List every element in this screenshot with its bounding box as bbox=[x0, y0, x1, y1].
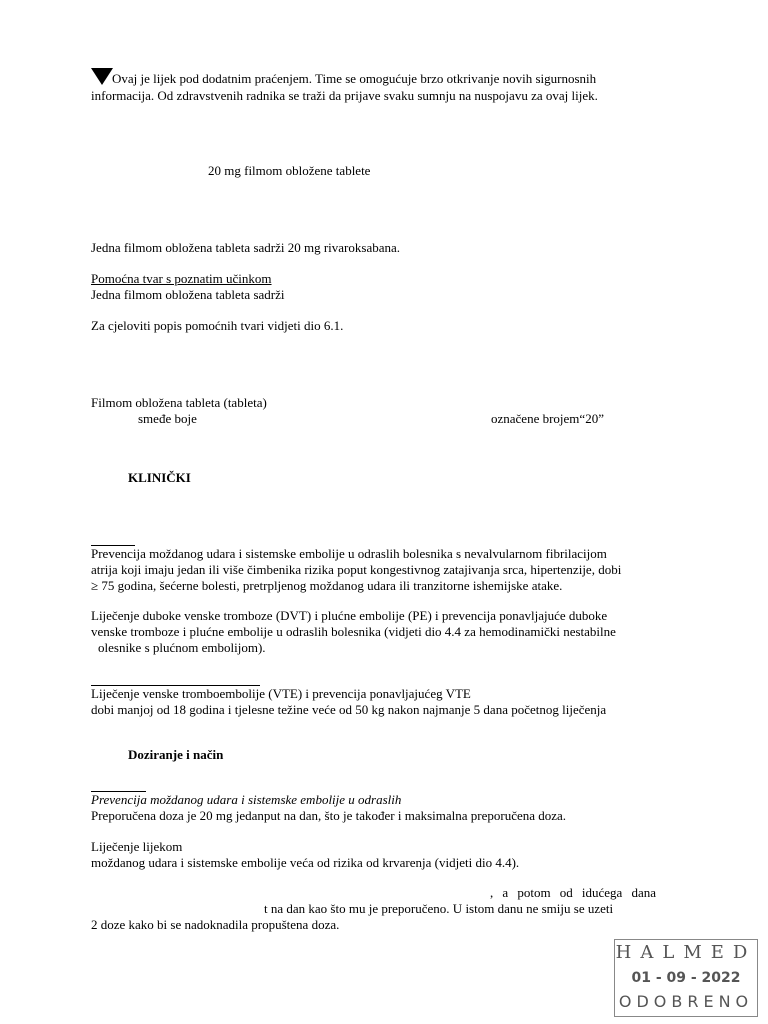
notice-line-2: informacija. Od zdravstvenih radnika se traži da prijave svaku sumnju na nuspojavu za ovaj lijek. bbox=[91, 88, 598, 103]
excipient-heading: Pomoćna tvar s poznatim učinkom bbox=[91, 271, 272, 286]
excipient-full-list: Za cjeloviti popis pomoćnih tvari vidjeti dio 6.1. bbox=[91, 318, 344, 333]
form-marking: označene brojem“20” bbox=[491, 411, 604, 426]
form-line-1: Filmom obložena tableta (tableta) bbox=[91, 395, 267, 410]
stamp-status: ODOBRENO bbox=[618, 992, 754, 1011]
section-4-heading: KLINIČKI bbox=[128, 470, 191, 485]
black-triangle-icon bbox=[91, 68, 113, 85]
dosing-p3-line-3: 2 doze kako bi se nadoknadila propuštena doza. bbox=[91, 917, 340, 932]
form-colour: smeđe boje bbox=[138, 411, 197, 426]
dosing-p3-line-1: , a potom od idućega dana bbox=[490, 885, 656, 900]
dosing-dose-line: Preporučena doza je 20 mg jedanput na dan, što je također i maksimalna preporučena doza. bbox=[91, 808, 567, 823]
approval-stamp bbox=[614, 939, 758, 1017]
indication-2-line-1: Liječenje duboke venske tromboze (DVT) i plućne embolije (PE) i prevencija ponavljajuće duboke bbox=[91, 608, 608, 623]
indication-1-line-2: atrija koji imaju jedan ili više čimbenika rizika poput kongestivnog zatajivanja srca, hipertenzije, dobi bbox=[91, 562, 622, 577]
notice-line-1: Ovaj je lijek pod dodatnim praćenjem. Time se omogućuje brzo otkrivanje novih sigurnosnih bbox=[112, 71, 597, 86]
indication-2-line-2: venske tromboze i plućne embolije u odraslih bolesnika (vidjeti dio 4.4 za hemodinamički nestabilne bbox=[91, 624, 616, 639]
indication-2-line-3: olesnike s plućnom embolijom). bbox=[98, 640, 266, 655]
stamp-date: 01 - 09 - 2022 bbox=[631, 970, 741, 986]
composition-line: Jedna filmom obložena tableta sadrži 20 mg rivaroksabana. bbox=[91, 240, 401, 255]
dosing-subheading: Prevencija moždanog udara i sistemske embolije u odraslih bbox=[91, 792, 402, 807]
dosing-p3-line-2: t na dan kao što mu je preporučeno. U istom danu ne smiju se uzeti bbox=[264, 901, 614, 916]
indication-1-line-3: ≥ 75 godina, šećerne bolesti, pretrpljenog moždanog udara ili tranzitorne ishemijske atake. bbox=[91, 578, 563, 593]
indication-3-line-1: Liječenje venske tromboembolije (VTE) i prevencija ponavljajućeg VTE bbox=[91, 686, 471, 701]
indication-1-line-1: Prevencija moždanog udara i sistemske embolije u odraslih bolesnika s nevalvularnom fibrilacijom bbox=[91, 546, 607, 561]
indication-3-line-2: dobi manjoj od 18 godina i tjelesne težine veće od 50 kg nakon najmanje 5 dana početnog liječenja bbox=[91, 702, 607, 717]
stamp-agency: HALMED bbox=[615, 942, 757, 963]
dosing-p2-line-1: Liječenje lijekom bbox=[91, 839, 183, 854]
product-name: 20 mg filmom obložene tablete bbox=[208, 163, 371, 178]
dosing-heading: Doziranje i način bbox=[128, 747, 224, 762]
excipient-line: Jedna filmom obložena tableta sadrži bbox=[91, 287, 285, 302]
dosing-p2-line-2: moždanog udara i sistemske embolije veća od rizika od krvarenja (vidjeti dio 4.4). bbox=[91, 855, 520, 870]
